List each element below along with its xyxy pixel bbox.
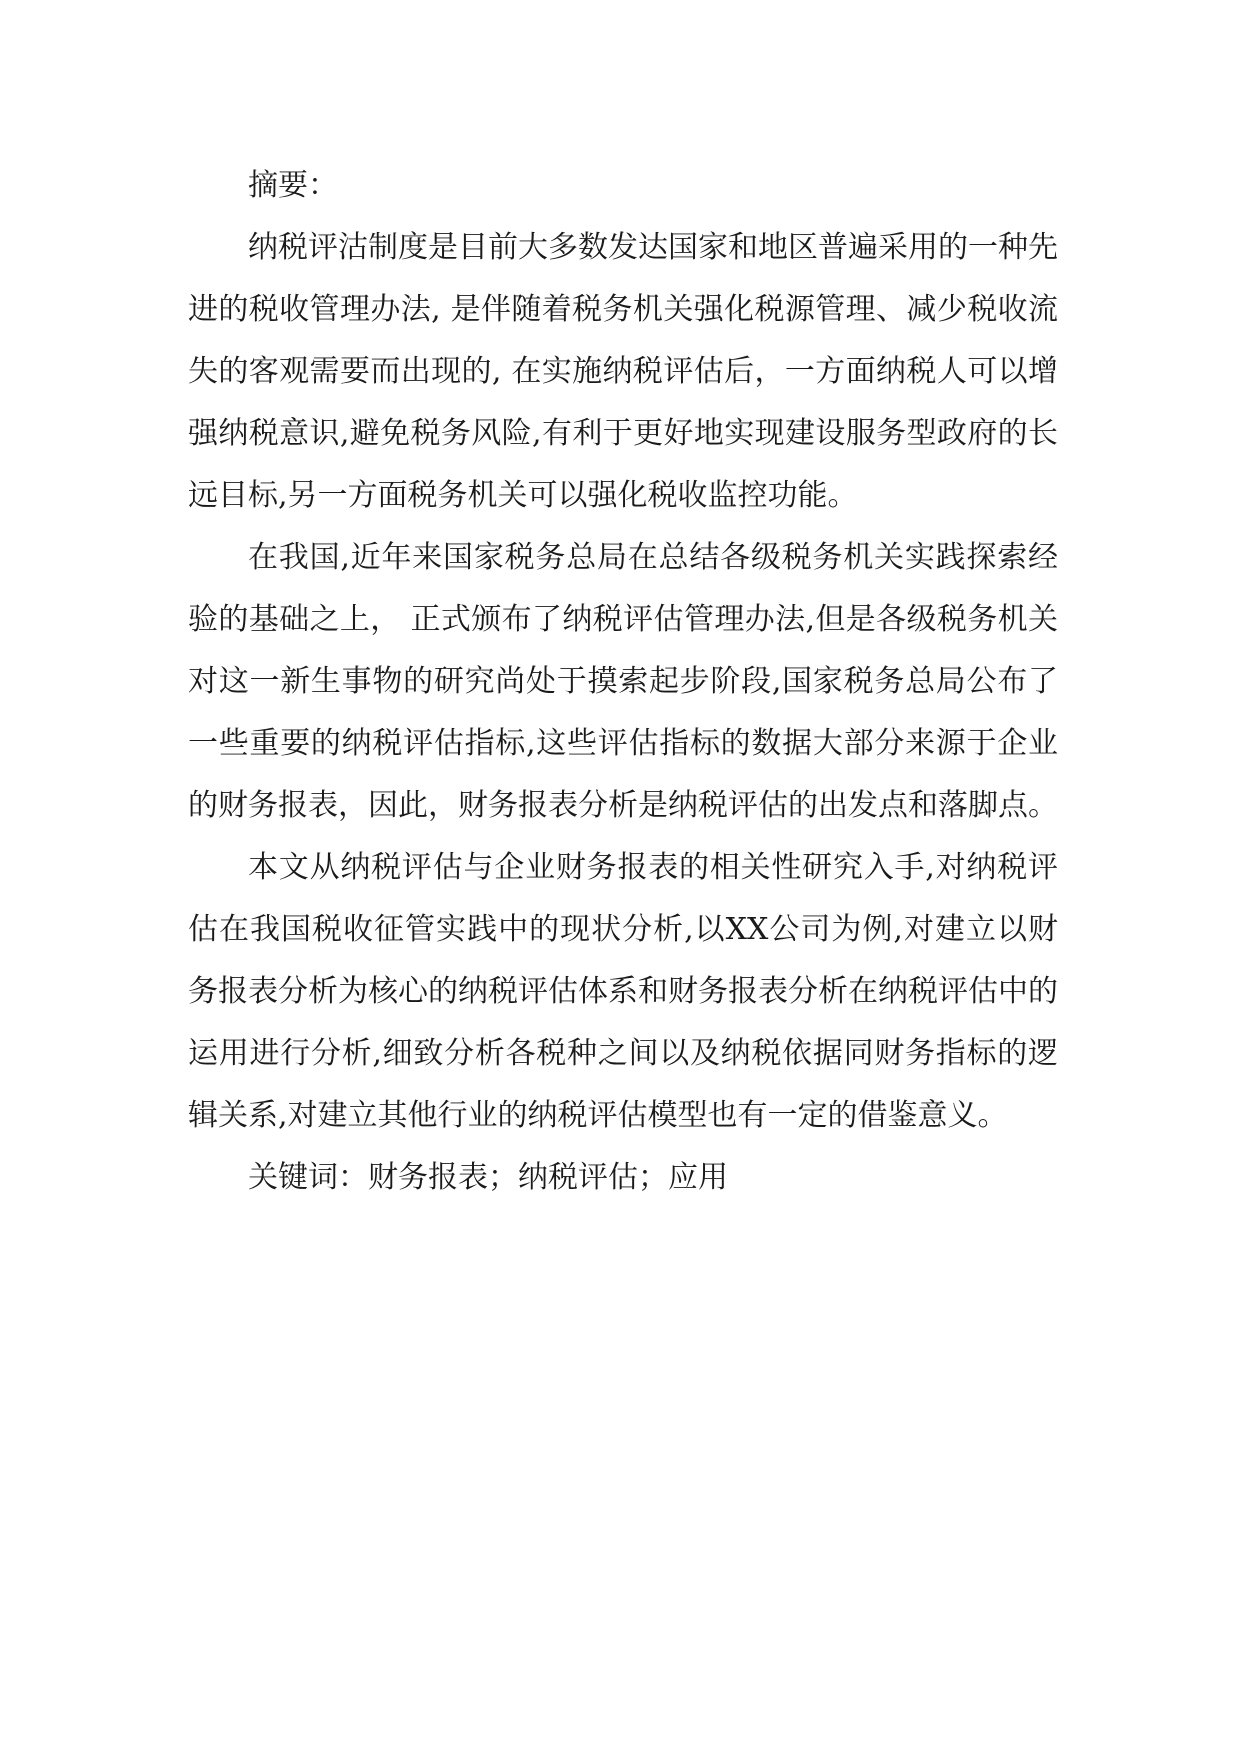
abstract-heading: 摘要： — [248, 168, 338, 203]
abstract-paragraph-1: 纳税评沽制度是目前大多数发达国家和地区普遍采用的一种先进的税收管理办法, 是伴随着税务机关强化税源管理、减少税收流失的客观需要而出现的, 在实施纳税评估后，一方面纳税人可以增强纳税意识,避免税务风险,有利于更好地实现建设服务型政府的长远目标,另一方面税务机关可以强化税收监控功能。 — [188, 230, 1058, 513]
abstract-paragraph-2: 在我国,近年来国家税务总局在总结各级税务机关实践探索经验的基础之上， 正式颁布了纳税评估管理办法,但是各级税务机关对这一新生事物的研究尚处于摸索起步阶段,国家税务总局公布了一些重要的纳税评估指标,这些评估指标的数据大部分来源于企业的财务报表，因此，财务报表分析是纳税评估的出发点和落脚点。 — [188, 540, 1058, 823]
abstract-paragraph-3: 本文从纳税评估与企业财务报表的相关性研究入手,对纳税评估在我国税收征管实践中的现状分析,以XX公司为例,对建立以财务报表分析为核心的纳税评估体系和财务报表分析在纳税评估中的运用进行分析,细致分析各税种之间以及纳税依据同财务指标的逻辑关系,对建立其他行业的纳税评估模型也有一定的借鉴意义。 — [188, 850, 1058, 1133]
keywords-line: 关键词：财务报表；纳税评估；应用 — [248, 1160, 728, 1195]
abstract-section — [188, 155, 1058, 1209]
